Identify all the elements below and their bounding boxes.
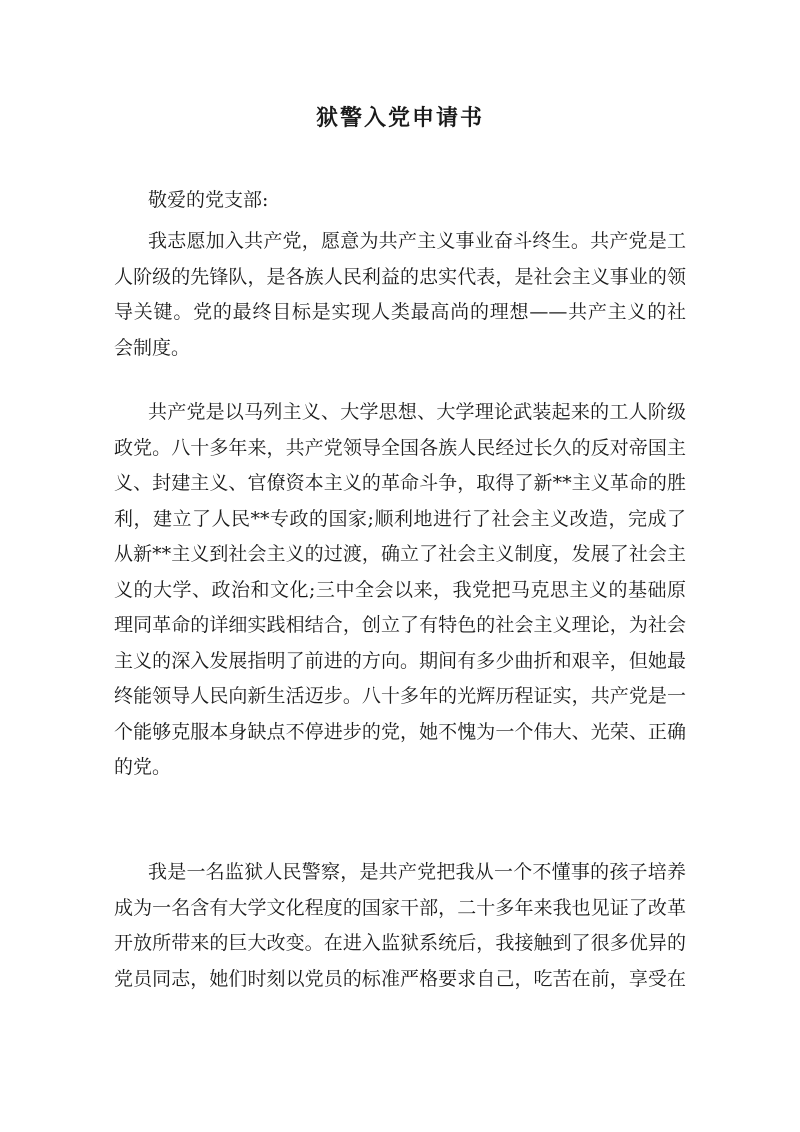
paragraph-line: 义的大学、政治和文化;三中全会以来，我党把马克思主义的基础原 xyxy=(114,578,686,601)
paragraph-line: 共产党是以马列主义、大学思想、大学理论武装起来的工人阶级 xyxy=(148,401,686,423)
paragraph-line: 开放所带来的巨大改变。在进入监狱系统后，我接触到了很多优异的 xyxy=(114,932,686,954)
paragraph-line: 我是一名监狱人民警察，是共产党把我从一个不懂事的孩子培养 xyxy=(148,861,686,883)
paragraph-line: 人阶级的先锋队，是各族人民利益的忠实代表，是社会主义事业的领 xyxy=(114,265,686,288)
paragraph-line: 终能领导人民向新生活迈步。八十多年的光辉历程证实，共产党是一 xyxy=(114,685,686,707)
paragraph-line: 的党。 xyxy=(114,756,172,778)
paragraph-line: 党员同志，她们时刻以党员的标准严格要求自己，吃苦在前，享受在 xyxy=(114,967,686,990)
paragraph-line: 导关键。党的最终目标是实现人类最高尚的理想——共产主义的社 xyxy=(114,301,686,323)
paragraph-1 xyxy=(114,224,686,366)
paragraph-line: 我志愿加入共产党，愿意为共产主义事业奋斗终生。共产党是工 xyxy=(148,230,686,252)
paragraph-line: 主义的深入发展指明了前进的方向。期间有多少曲折和艰辛，但她最 xyxy=(114,649,686,672)
paragraph-line: 义、封建主义、官僚资本主义的革命斗争，取得了新**主义革命的胜 xyxy=(114,472,686,494)
paragraph-2 xyxy=(114,395,686,786)
paragraph-line: 利，建立了人民**专政的国家;顺利地进行了社会主义改造，完成了 xyxy=(114,507,686,530)
paragraph-line: 会制度。 xyxy=(114,336,191,359)
salutation: 敬爱的党支部: xyxy=(148,189,269,211)
document-title: 狱警入党申请书 xyxy=(315,105,484,131)
paragraph-line: 理同革命的详细实践相结合，创立了有特色的社会主义理论，为社会 xyxy=(114,614,686,636)
paragraph-line: 政党。八十多年来，共产党领导全国各族人民经过长久的反对帝国主 xyxy=(114,436,686,459)
paragraph-line: 个能够克服本身缺点不停进步的党，她不愧为一个伟大、光荣、正确 xyxy=(114,720,686,743)
paragraph-3 xyxy=(114,855,686,997)
paragraph-line: 从新**主义到社会主义的过渡，确立了社会主义制度，发展了社会主 xyxy=(114,543,686,565)
paragraph-line: 成为一名含有大学文化程度的国家干部，二十多年来我也见证了改革 xyxy=(114,896,686,919)
